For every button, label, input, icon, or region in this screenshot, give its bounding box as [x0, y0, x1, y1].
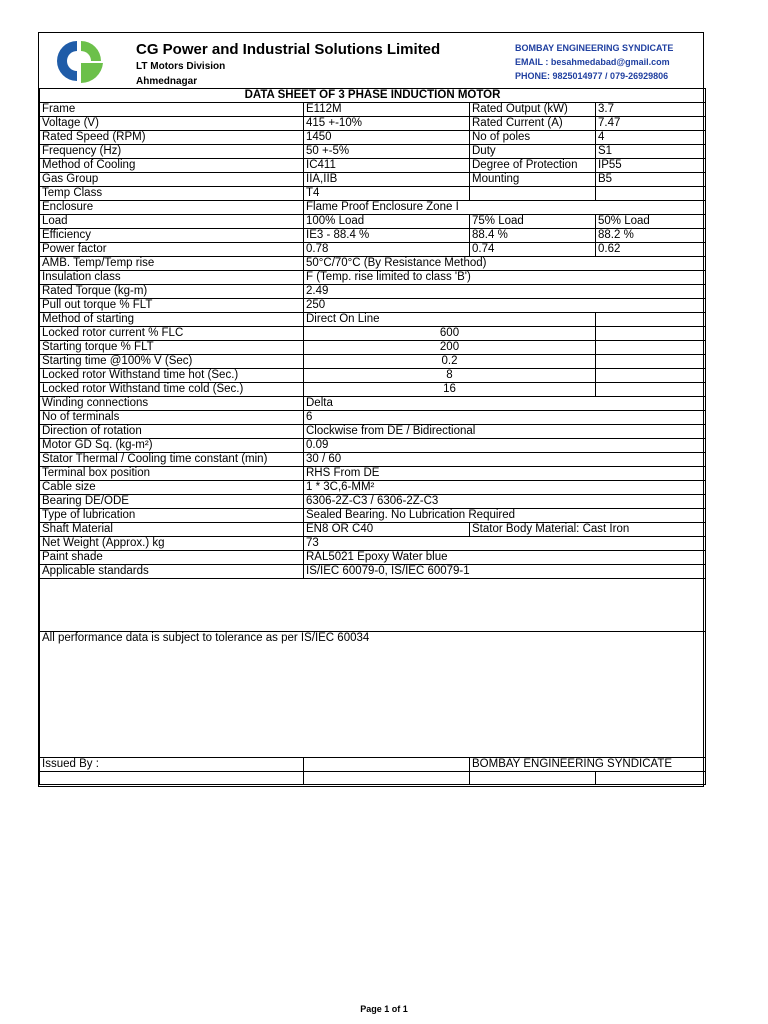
- spec-value: Direct On Line: [304, 313, 596, 327]
- spec-value: Clockwise from DE / Bidirectional: [304, 425, 706, 439]
- spec-label: Paint shade: [40, 551, 304, 565]
- empty-cell: [596, 341, 706, 355]
- spec-row: [40, 565, 706, 579]
- spec-value: IP55: [596, 159, 706, 173]
- spec-label: Frame: [40, 103, 304, 117]
- blank-row: [40, 579, 706, 632]
- empty-cell: [596, 369, 706, 383]
- spec-value: B5: [596, 173, 706, 187]
- spec-value: IIA,IIB: [304, 173, 470, 187]
- spec-value: IE3 - 88.4 %: [304, 229, 470, 243]
- spec-label: Efficiency: [40, 229, 304, 243]
- spec-row: [40, 439, 706, 453]
- spec-value: RHS From DE: [304, 467, 706, 481]
- spec-label: Net Weight (Approx.) kg: [40, 537, 304, 551]
- spec-value: 50 +-5%: [304, 145, 470, 159]
- spec-row: [40, 537, 706, 551]
- spec-value: 50% Load: [596, 215, 706, 229]
- sheet-header: [39, 33, 703, 88]
- tolerance-note: All performance data is subject to tolerance as per IS/IEC 60034: [40, 632, 706, 758]
- spec-row: [40, 411, 706, 425]
- spec-row: [40, 201, 706, 215]
- spec-row: [40, 341, 706, 355]
- spec-row: [40, 383, 706, 397]
- spec-label: Applicable standards: [40, 565, 304, 579]
- spec-row: [40, 481, 706, 495]
- empty-cell: [304, 772, 470, 785]
- city-name: Ahmednagar: [136, 76, 198, 87]
- spec-label: Mounting: [470, 173, 596, 187]
- notes-row: [40, 632, 706, 758]
- spec-value: Flame Proof Enclosure Zone I: [304, 201, 706, 215]
- spec-label: AMB. Temp/Temp rise: [40, 257, 304, 271]
- empty-cell: [596, 327, 706, 341]
- issued-row: [40, 758, 706, 772]
- spec-label: Pull out torque % FLT: [40, 299, 304, 313]
- spec-value: [596, 187, 706, 201]
- spec-row: [40, 313, 706, 327]
- spec-row: [40, 425, 706, 439]
- spec-value: 250: [304, 299, 706, 313]
- empty-cell: [596, 772, 706, 785]
- cg-logo-icon: [47, 37, 111, 85]
- issued-by-label: Issued By :: [40, 758, 304, 772]
- spec-value: 88.4 %: [470, 229, 596, 243]
- dealer-name: BOMBAY ENGINEERING SYNDICATE: [515, 43, 674, 53]
- spec-row: [40, 495, 706, 509]
- spec-label: Starting torque % FLT: [40, 341, 304, 355]
- spec-value: 73: [304, 537, 706, 551]
- spec-value: 88.2 %: [596, 229, 706, 243]
- spec-value: 6306-2Z-C3 / 6306-2Z-C3: [304, 495, 706, 509]
- performance-row: [40, 215, 706, 229]
- spec-label: Power factor: [40, 243, 304, 257]
- spec-row: [40, 355, 706, 369]
- spec-value: 600: [304, 327, 596, 341]
- spec-row: [40, 299, 706, 313]
- blank-area: [40, 579, 706, 632]
- spec-value: 0.62: [596, 243, 706, 257]
- spec-label: Starting time @100% V (Sec): [40, 355, 304, 369]
- spec-label: Stator Thermal / Cooling time constant (min): [40, 453, 304, 467]
- spec-value: 200: [304, 341, 596, 355]
- empty-cell: [596, 313, 706, 327]
- spec-value: 7.47: [596, 117, 706, 131]
- spec-label: Terminal box position: [40, 467, 304, 481]
- spec-value: 75% Load: [470, 215, 596, 229]
- spec-label: Temp Class: [40, 187, 304, 201]
- spec-value: F (Temp. rise limited to class 'B'): [304, 271, 706, 285]
- spec-label: Winding connections: [40, 397, 304, 411]
- spec-value: E112M: [304, 103, 470, 117]
- spec-label: No of poles: [470, 131, 596, 145]
- spec-value: 0.2: [304, 355, 596, 369]
- spec-label: Frequency (Hz): [40, 145, 304, 159]
- spec-value: 50°C/70°C (By Resistance Method): [304, 257, 706, 271]
- dealer-block: [515, 41, 673, 83]
- spec-label: Direction of rotation: [40, 425, 304, 439]
- spec-value: 1 * 3C,6-MM²: [304, 481, 706, 495]
- spec-value: T4: [304, 187, 470, 201]
- empty-cell: [470, 772, 596, 785]
- spec-row: [40, 397, 706, 411]
- empty-cell: [596, 383, 706, 397]
- spec-value: 8: [304, 369, 596, 383]
- spec-row: [40, 131, 706, 145]
- spec-label: Locked rotor Withstand time cold (Sec.): [40, 383, 304, 397]
- company-name: CG Power and Industrial Solutions Limited: [136, 41, 441, 58]
- spec-label: Locked rotor Withstand time hot (Sec.): [40, 369, 304, 383]
- issuer-name: BOMBAY ENGINEERING SYNDICATE: [470, 758, 706, 772]
- page-number: Page 1 of 1: [360, 1004, 408, 1014]
- dealer-email: EMAIL : besahmedabad@gmail.com: [515, 57, 670, 67]
- spec-value: S1: [596, 145, 706, 159]
- spec-value: 1450: [304, 131, 470, 145]
- spec-row: [40, 271, 706, 285]
- performance-row: [40, 229, 706, 243]
- spec-label: Load: [40, 215, 304, 229]
- spec-row: [40, 453, 706, 467]
- spec-label: Shaft Material: [40, 523, 304, 537]
- spec-label: Type of lubrication: [40, 509, 304, 523]
- spec-value: 0.09: [304, 439, 706, 453]
- spec-table: [39, 88, 706, 785]
- spec-label: Method of Cooling: [40, 159, 304, 173]
- spec-label: Cable size: [40, 481, 304, 495]
- spec-label: No of terminals: [40, 411, 304, 425]
- spec-value: 2.49: [304, 285, 706, 299]
- spec-row: [40, 103, 706, 117]
- spec-value: Delta: [304, 397, 706, 411]
- datasheet: [38, 32, 704, 787]
- spec-row: [40, 551, 706, 565]
- spec-value: 0.78: [304, 243, 470, 257]
- spec-label: Rated Output (kW): [470, 103, 596, 117]
- spec-value: 6: [304, 411, 706, 425]
- spec-value: EN8 OR C40: [304, 523, 470, 537]
- spec-label: Rated Torque (kg-m): [40, 285, 304, 299]
- spec-row: [40, 369, 706, 383]
- spec-value: IC411: [304, 159, 470, 173]
- spec-row: [40, 467, 706, 481]
- spec-value: 4: [596, 131, 706, 145]
- spec-label: Rated Current (A): [470, 117, 596, 131]
- spec-label: Voltage (V): [40, 117, 304, 131]
- spec-row: [40, 187, 706, 201]
- spec-row: [40, 523, 706, 537]
- spec-value: 100% Load: [304, 215, 470, 229]
- spec-row: [40, 327, 706, 341]
- spec-value: 0.74: [470, 243, 596, 257]
- spec-label: Locked rotor current % FLC: [40, 327, 304, 341]
- spec-label: Insulation class: [40, 271, 304, 285]
- signature-row: [40, 772, 706, 785]
- spec-label: Rated Speed (RPM): [40, 131, 304, 145]
- spec-value: Stator Body Material: Cast Iron: [470, 523, 706, 537]
- spec-label: Duty: [470, 145, 596, 159]
- empty-cell: [304, 758, 470, 772]
- spec-row: [40, 145, 706, 159]
- spec-value: 16: [304, 383, 596, 397]
- spec-row: [40, 285, 706, 299]
- spec-row: [40, 257, 706, 271]
- spec-value: Sealed Bearing. No Lubrication Required: [304, 509, 706, 523]
- spec-value: 415 +-10%: [304, 117, 470, 131]
- empty-cell: [40, 772, 304, 785]
- spec-row: [40, 159, 706, 173]
- performance-row: [40, 243, 706, 257]
- spec-value: RAL5021 Epoxy Water blue: [304, 551, 706, 565]
- spec-label: Degree of Protection: [470, 159, 596, 173]
- spec-row: [40, 117, 706, 131]
- spec-row: [40, 509, 706, 523]
- spec-value: IS/IEC 60079-0, IS/IEC 60079-1: [304, 565, 706, 579]
- spec-label: Method of starting: [40, 313, 304, 327]
- empty-cell: [596, 355, 706, 369]
- spec-label: [470, 187, 596, 201]
- spec-label: Gas Group: [40, 173, 304, 187]
- spec-label: Motor GD Sq. (kg-m²): [40, 439, 304, 453]
- spec-value: 3.7: [596, 103, 706, 117]
- spec-label: Enclosure: [40, 201, 304, 215]
- division-name: LT Motors Division: [136, 61, 226, 72]
- spec-row: [40, 173, 706, 187]
- spec-value: 30 / 60: [304, 453, 706, 467]
- dealer-phone: PHONE: 9825014977 / 079-26929806: [515, 71, 669, 81]
- spec-label: Bearing DE/ODE: [40, 495, 304, 509]
- sheet-title: DATA SHEET OF 3 PHASE INDUCTION MOTOR: [40, 89, 706, 103]
